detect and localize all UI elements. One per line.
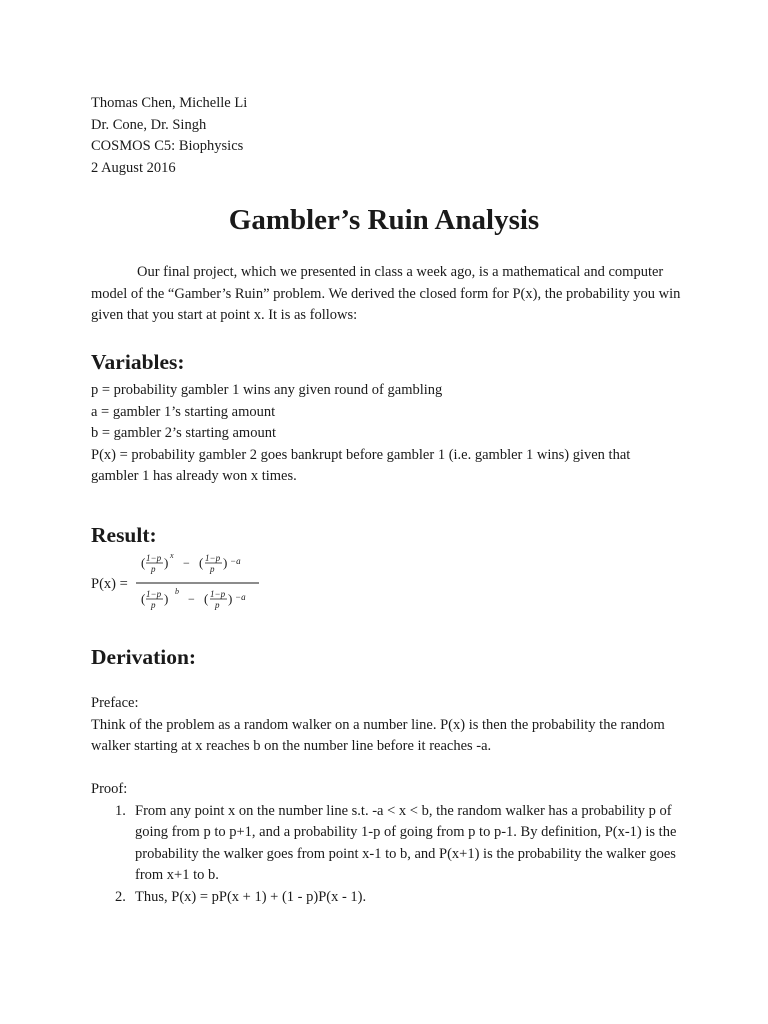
variable-a-line: a = gambler 1’s starting amount: [91, 403, 276, 420]
instructors-line: Dr. Cone, Dr. Singh: [91, 116, 207, 133]
variables-list: [91, 380, 681, 488]
authors-line: Thomas Chen, Michelle Li: [91, 95, 248, 111]
den-second-frac-den: p: [215, 600, 220, 610]
date-line: 2 August 2016: [91, 159, 176, 176]
svg-text:(: (: [199, 555, 204, 570]
svg-text:(: (: [204, 591, 209, 606]
document-header: [91, 93, 247, 179]
document-title: Gambler’s Ruin Analysis: [228, 204, 540, 236]
derivation-heading: Derivation:: [91, 645, 197, 669]
svg-text:): ): [164, 591, 169, 606]
num-second-frac-den: p: [210, 564, 215, 574]
svg-text:): ): [164, 555, 169, 570]
num-second-frac-num: 1−p: [205, 553, 221, 563]
den-second-frac-num: 1−p: [210, 589, 226, 599]
proof-step-text: Thus, P(x) = pP(x + 1) + (1 - p)P(x - 1).: [135, 888, 367, 905]
num-first-exponent: x: [170, 551, 174, 560]
variable-b-line: b = gambler 2’s starting amount: [91, 425, 276, 441]
variable-px-line: P(x) = probability gambler 2 goes bankrupt before gambler 1 (i.e. gambler 1 wins) given that gambler 1 has already won x times.: [91, 446, 631, 484]
intro-paragraph: Our final project, which we presented in class a week ago, is a mathematical and computer model of the “Gamber’s Ruin” problem. We derived the closed form for P(x), the probability you win given that you start at point x. It is as follows:: [91, 264, 681, 323]
den-first-frac-num: 1−p: [146, 589, 162, 599]
svg-text:(: (: [141, 555, 146, 570]
course-line: COSMOS C5: Biophysics: [91, 138, 244, 154]
preface-text: Think of the problem as a random walker on a number line. P(x) is then the probability the random walker starting at x reaches b on the number line before it reaches -a.: [91, 716, 665, 754]
den-minus: −: [188, 592, 195, 606]
result-formula: [91, 550, 351, 620]
den-first-frac-den: p: [151, 600, 156, 610]
proof-step-number: 2.: [115, 888, 126, 905]
num-minus: −: [183, 556, 190, 570]
svg-text:(: (: [141, 591, 146, 606]
svg-text:): ): [228, 591, 233, 606]
num-first-frac-num: 1−p: [146, 553, 162, 563]
proof-label: Proof:: [91, 781, 128, 797]
den-first-exponent: b: [175, 587, 179, 596]
formula-lhs: P(x) =: [91, 576, 128, 592]
formula-fraction: [91, 550, 351, 620]
proof-step: [91, 887, 691, 909]
num-first-frac-den: p: [151, 564, 156, 574]
derivation-body: [91, 693, 691, 908]
variable-p-line: p = probability gambler 1 wins any given round of gambling: [91, 382, 443, 398]
preface-label: Preface:: [91, 695, 139, 711]
den-second-exponent: −a: [235, 592, 246, 602]
proof-step: [91, 801, 691, 887]
svg-text:): ): [223, 555, 228, 570]
proof-step-text: From any point x on the number line s.t. -a < x < b, the random walker has a probability p of going from p to p+1, and a probability 1-p of going from p to p-1. By definition, P(x-1) is the probability the walker goes from point x-1 to b, and P(x+1) is the probability the walker goes from x+1 to b.: [135, 802, 677, 883]
proof-step-number: 1.: [115, 802, 126, 819]
num-second-exponent: −a: [230, 556, 241, 566]
variables-heading: Variables:: [91, 350, 185, 374]
result-heading: Result:: [91, 523, 157, 547]
proof-steps: [91, 801, 691, 909]
